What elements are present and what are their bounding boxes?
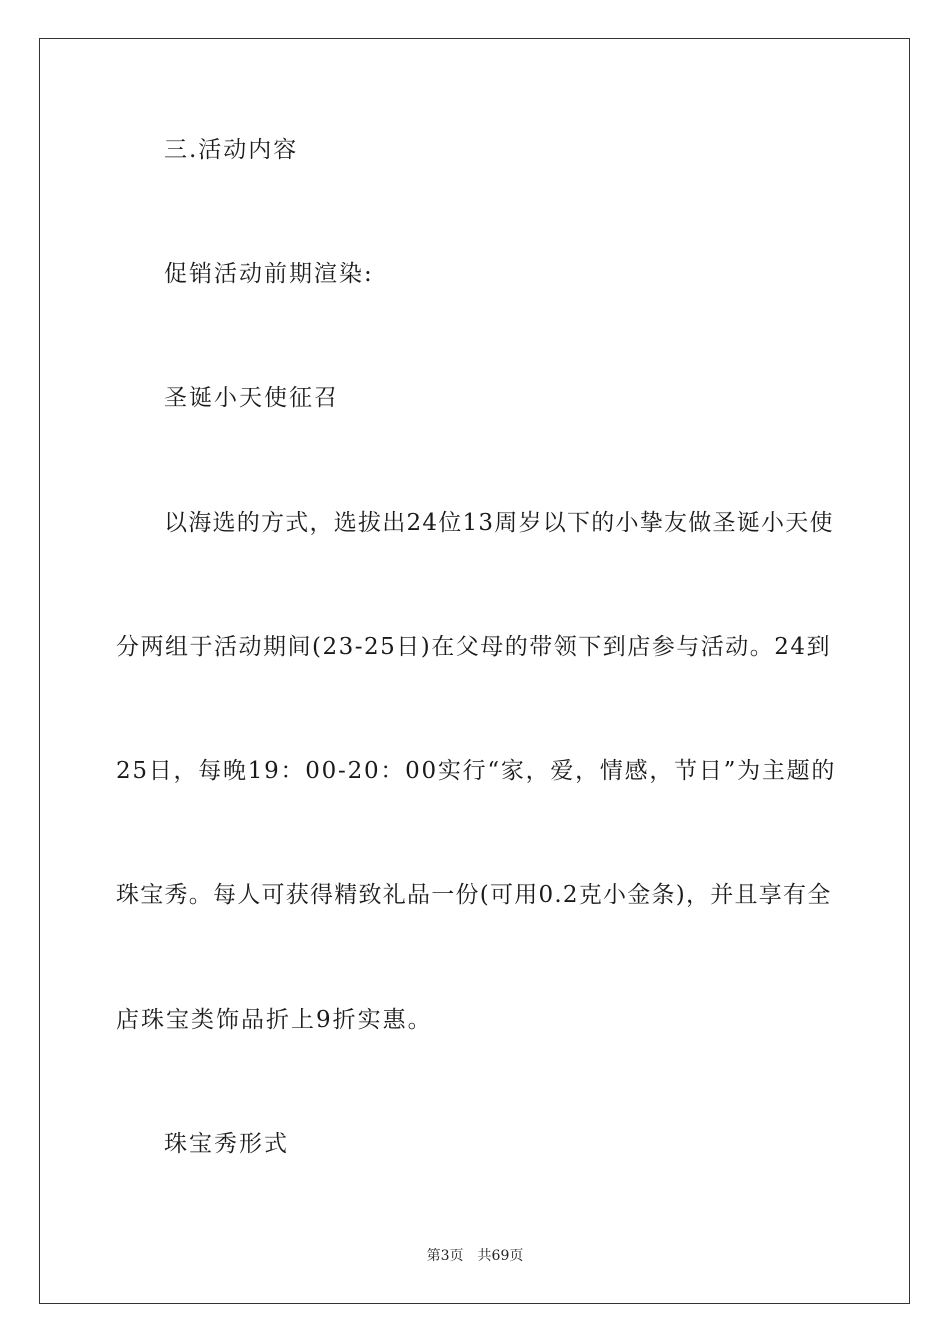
- paragraph-line-1: 以海选的方式，选拔出24位13周岁以下的小挚友做圣诞小天使: [164, 510, 834, 536]
- page-frame: [39, 38, 910, 1304]
- page-total: 共69页: [477, 1248, 524, 1264]
- page-footer: [0, 1246, 950, 1266]
- paragraph-line-4: 珠宝秀。每人可获得精致礼品一份(可用0.2克小金条)，并且享有全: [116, 882, 832, 908]
- paragraph-line-5: 店珠宝类饰品折上9折实惠。: [116, 1007, 433, 1033]
- page-number: 第3页: [426, 1248, 464, 1264]
- subheading-prewarm: 促销活动前期渲染:: [164, 261, 374, 287]
- paragraph-line-3: 25日，每晚19：00-20：00实行“家，爱，情感，节日”为主题的: [116, 758, 837, 784]
- section-heading: 三.活动内容: [164, 137, 299, 163]
- subheading-angel: 圣诞小天使征召: [164, 385, 339, 411]
- paragraph-line-2: 分两组于活动期间(23-25日)在父母的带领下到店参与活动。24到: [116, 634, 832, 660]
- subheading-show: 珠宝秀形式: [164, 1131, 289, 1157]
